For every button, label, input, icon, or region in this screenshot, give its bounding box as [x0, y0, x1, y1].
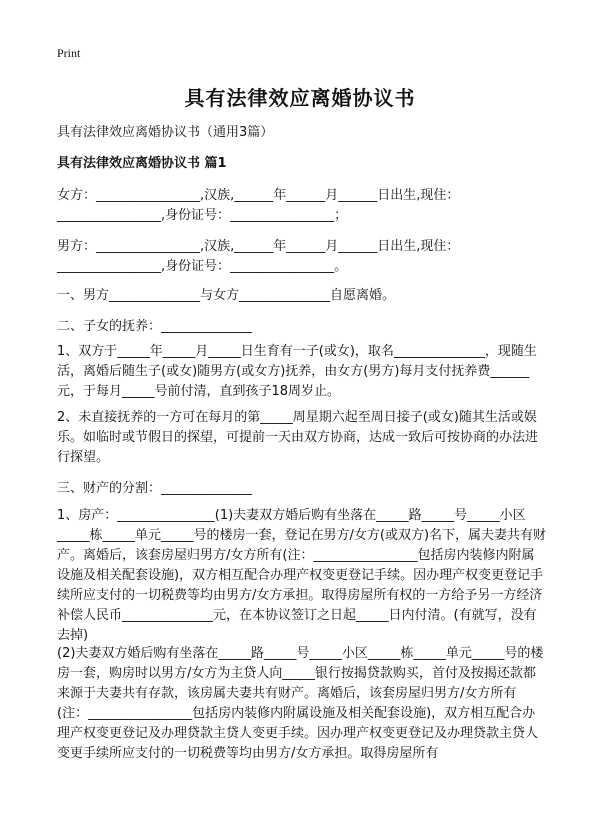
wife-id-line: ________________,身份证号：________________； [57, 208, 348, 223]
husband-id-line: ________________,身份证号：________________。 [57, 259, 348, 274]
husband-info-line: 男方：________________,汉族,______年______月______日出生,现住： [57, 239, 460, 254]
print-link[interactable]: Print [57, 46, 81, 60]
document-title: 具有法律效应离婚协议书 [184, 86, 416, 110]
child-custody-heading: 二、子女的抚养：______________ [57, 319, 253, 334]
wife-info-line: 女方：________________,汉族,______年______月______日出生,现住： [57, 188, 460, 203]
property-division-heading: 三、财产的分割：______________ [57, 481, 253, 496]
house-paragraph-1: 1、房产：_______________(1)夫妻双方婚后购有坐落在_____路_____号_____小区_____栋_____单元_____号的楼房一套，登记在男方/女方(或双方)名下，属夫妻共有财产。离婚后，该套房屋归男方/女方所有(注：________________包括房内装修内附属设施及相关配套设施)，双方相互配合办理产权变更登记手续。因办理产权变更登记手续所应支付的一切税费等均由男方/女方承担。取得房屋所有权的一方给予另一方经济补偿人民币______________元，在本协议签订之日起_____日内付清。(有就写，没有去掉) [57, 508, 547, 643]
visitation-paragraph: 2、未直接抚养的一方可在每月的第_____周星期六起至周日接子(或女)随其生活或娱乐。如临时或节假日的探望，可提前一天由双方协商，达成一致后可按协商的办法进行探望。 [57, 410, 539, 465]
house-paragraph-2: (2)夫妻双方婚后购有坐落在_____路_____号_____小区_____栋_____单元_____号的楼房一套，购房时以男方/女方为主贷人向_____银行按揭贷款购买，首付及按揭还款都来源于夫妻共有存款，该房属夫妻共有财产。离婚后，该套房屋归男方/女方所有(注：________________包括房内装修内附属设施及相关配套设施)，双方相互配合办理产权变更登记及办理贷款主贷人变更手续。因办理产权变更登记及办理贷款主贷人变更手续所应支付的一切税费等均由男方/女方承担。取得房屋所有 [57, 646, 544, 761]
custody-paragraph: 1、双方于_____年_____月_____日生育有一子(或女)，取名______________，现随生活，离婚后随生子(或女)随男方(或女方)抚养，由女方(男方)每月支付抚养费______元，于每月_____号前付清，直到孩子18周岁止。 [57, 344, 537, 399]
divorce-agreement-line: 一、男方______________与女方______________自愿离婚。 [57, 288, 396, 303]
section-heading: 具有法律效应离婚协议书 篇1 [57, 156, 227, 171]
document-subtitle: 具有法律效应离婚协议书（通用3篇） [57, 125, 274, 140]
